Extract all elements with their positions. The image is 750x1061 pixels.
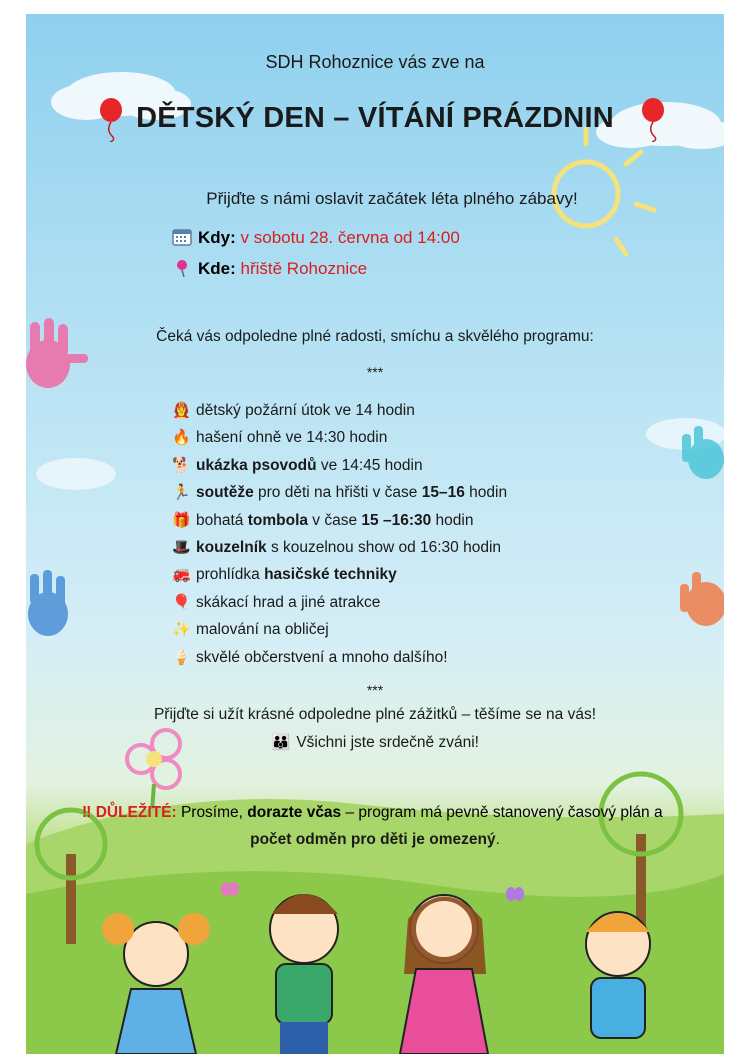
balloon-icon <box>640 98 666 142</box>
program-item-text: tombola <box>247 511 308 529</box>
when-value: v sobotu 28. června od 14:00 <box>240 228 460 247</box>
important-text-part: – program má pevně stanovený časový plán a <box>341 804 663 821</box>
page-title: DĚTSKÝ DEN – VÍTÁNÍ PRÁZDNIN <box>136 102 614 134</box>
program-item <box>172 456 423 482</box>
program-item-text: 15 –16:30 <box>361 511 432 529</box>
program-item-text: 15–16 <box>421 484 465 502</box>
welcome-line <box>26 733 724 752</box>
program-item-text: v čase <box>308 511 362 529</box>
separator: *** <box>366 682 384 698</box>
tagline: Přijďte s námi oslavit začátek léta plného zábavy! <box>206 189 578 208</box>
intro-text: Čeká vás odpoledne plné radosti, smíchu a skvělého programu: <box>156 328 594 345</box>
handprint-icon <box>28 570 68 636</box>
closing-text: Přijďte si užít krásné odpoledne plné zážitků – těšíme se na vás! <box>153 706 597 723</box>
program-item-text: dětský požární útok ve 14 hodin <box>196 402 415 419</box>
family-icon: 👪 <box>271 734 291 751</box>
fire-engine-icon: 🚒 <box>172 566 191 584</box>
fire-icon: 🔥 <box>172 429 191 447</box>
poster <box>26 14 724 1054</box>
invite-line: SDH Rohoznice vás zve na <box>265 52 485 72</box>
separator: *** <box>366 364 384 380</box>
double-exclamation-icon: ‼ <box>82 804 92 821</box>
dog-icon: 🐕 <box>172 456 191 474</box>
program-item <box>172 565 397 591</box>
where-line <box>172 259 367 279</box>
program-item-text: bohatá <box>196 511 248 529</box>
where-label: Kde: <box>198 259 236 278</box>
firefighter-icon: 👩‍🚒 <box>172 402 191 419</box>
where-value: hřiště Rohoznice <box>240 259 368 278</box>
program-item-text: hodin <box>431 511 474 529</box>
important-text <box>181 804 663 821</box>
program-item-text: pro děti na hřišti v čase <box>253 484 422 502</box>
program-item-text: kouzelník <box>196 539 267 556</box>
child-figure <box>270 894 338 1054</box>
program-item <box>172 538 501 564</box>
important-label: DŮLEŽITÉ: <box>95 804 177 821</box>
program-item <box>172 483 507 509</box>
calendar-icon <box>172 228 192 246</box>
sparkles-icon: ✨ <box>172 621 191 639</box>
program-item-text: ve 14:45 hodin <box>316 456 423 474</box>
program-item-text: hodin <box>464 484 508 502</box>
important-text-part: počet odměn pro děti je omezený <box>250 831 496 848</box>
program-item-text: hasičské techniky <box>264 566 397 584</box>
program-item-text: malování na obličej <box>196 621 329 639</box>
program-item <box>172 648 448 674</box>
program-item <box>172 401 415 427</box>
when-label: Kdy: <box>198 228 236 247</box>
runner-icon: 🏃 <box>172 484 191 502</box>
handprint-icon <box>680 572 724 626</box>
important-text-part: dorazte včas <box>247 804 342 821</box>
program-item <box>172 593 380 619</box>
gift-icon: 🎁 <box>172 511 191 529</box>
program-item-text: skvělé občerstvení a mnoho dalšího! <box>196 648 448 666</box>
program-item-text: s kouzelnou show od 16:30 hodin <box>266 539 502 556</box>
welcome-text: Všichni jste srdečně zváni! <box>296 734 479 751</box>
program-item <box>172 511 473 537</box>
program-item-text: skákací hrad a jiné atrakce <box>196 593 381 611</box>
balloon-icon: 🎈 <box>172 593 191 611</box>
program-item <box>172 428 387 454</box>
program-item-text: hašení ohně ve 14:30 hodin <box>196 429 388 447</box>
when-line <box>172 228 460 248</box>
program-item-text: soutěže <box>196 484 254 502</box>
important-text-part: . <box>495 831 500 848</box>
ice-cream-icon: 🍦 <box>172 648 191 666</box>
important-line-1 <box>82 804 722 822</box>
pushpin-icon <box>172 259 192 277</box>
top-hat-icon: 🎩 <box>172 539 191 556</box>
program-item-text: prohlídka <box>196 566 265 584</box>
program-item <box>172 620 329 646</box>
important-line-2 <box>26 831 724 849</box>
program-item-text: ukázka psovodů <box>196 456 317 474</box>
important-text-part: Prosíme, <box>180 804 248 821</box>
